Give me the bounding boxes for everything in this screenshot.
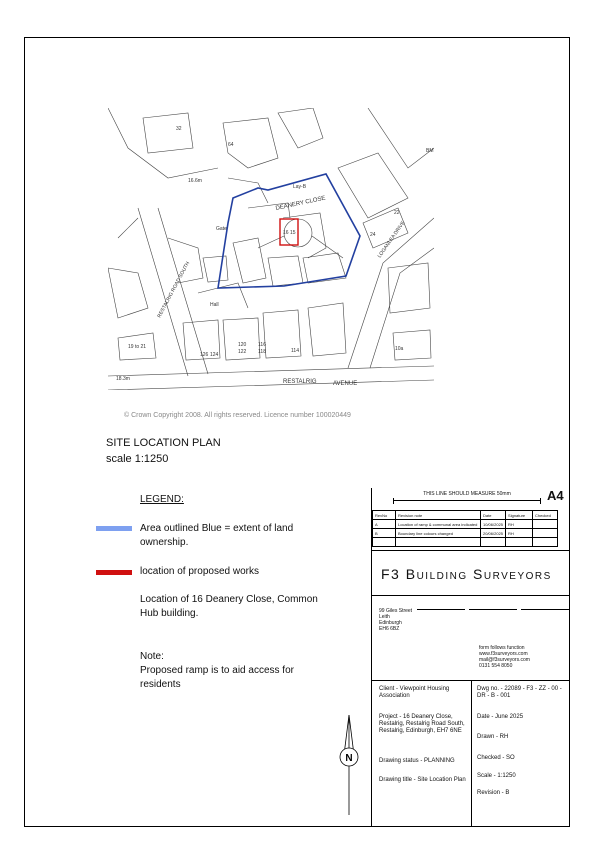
divider (417, 609, 465, 610)
map-label: 19 to 21 (128, 344, 147, 350)
north-arrow-icon (332, 715, 366, 815)
rev-cell: RH (506, 529, 533, 538)
map-label: 24 (370, 232, 376, 238)
rev-header: Date (481, 511, 506, 520)
note-text: Proposed ramp is to aid access for residents (140, 665, 294, 690)
legend-blue-text: Area outlined Blue = extent of land ownership. (140, 523, 294, 548)
rev-cell: Location of ramp & communal area indicated (396, 520, 481, 529)
rev-header: Signature (506, 511, 533, 520)
map-label: LOGANLEA DRIVE (376, 220, 407, 260)
legend-heading: LEGEND: (140, 494, 184, 505)
map-label: RESTALRIG ROAD SOUTH (156, 260, 192, 319)
svg-text:N: N (345, 753, 353, 764)
map-label: 32 (176, 126, 182, 132)
map-label: 16 (283, 230, 289, 236)
revision-table (372, 510, 558, 547)
company-contact: form follows function www.f3surveyors.com mail@f3surveyors.com 0131 554 8050 (479, 645, 530, 669)
map-label: Lay-B (293, 184, 307, 190)
checked-field: Checked - SO (477, 755, 515, 761)
rev-header: Checked (533, 511, 558, 520)
client-field: Client - Viewpoint Housing Association (379, 686, 450, 699)
measure-note: THIS LINE SHOULD MEASURE 50mm (423, 491, 511, 497)
map-label: Gate (216, 226, 227, 232)
map-label: 16.6m (188, 178, 202, 184)
revision-field: Revision - B (477, 790, 510, 796)
rev-cell: 20/06/2025 (481, 529, 506, 538)
divider (371, 488, 372, 827)
map-label: DEANERY CLOSE (275, 195, 327, 212)
map-label: Hall (210, 302, 219, 308)
map-label: 126 (200, 352, 209, 358)
map-label: 120 (238, 342, 247, 348)
map-label: 10a (395, 346, 404, 352)
site-plan-title: SITE LOCATION PLAN (106, 437, 221, 449)
divider (469, 609, 517, 610)
map-label: AVENUE (333, 381, 358, 387)
map-label: 18.3m (116, 376, 130, 382)
map-label: 122 (238, 349, 247, 355)
map-label: 22 (394, 210, 400, 216)
note-label: Note: (140, 651, 164, 662)
rev-cell (533, 529, 558, 538)
site-map (108, 108, 434, 390)
map-label: 114 (291, 348, 299, 354)
company-name: F3 Building Surveyors (381, 566, 552, 582)
divider (371, 595, 570, 596)
title-block (371, 488, 570, 827)
rev-cell (533, 520, 558, 529)
map-label: 124 (210, 352, 219, 358)
rev-header: Revision note (396, 511, 481, 520)
map-label: 118 (258, 349, 266, 355)
map-copyright: © Crown Copyright 2008. All rights reserved. Licence number 100020449 (124, 412, 351, 419)
drawing-title-field: Drawing title - Site Location Plan (379, 777, 466, 783)
rev-cell: RH (506, 520, 533, 529)
scale-field: Scale - 1:1250 (477, 773, 516, 779)
map-label: 15 (290, 230, 296, 236)
drawn-field: Drawn - RH (477, 734, 509, 740)
drawing-status-field: Drawing status - PLANNING (379, 758, 455, 764)
legend-location-text: Location of 16 Deanery Close, Common Hub building. (140, 594, 318, 619)
drawing-number-field: Dwg no. - 22089 - F3 - ZZ - 00 - DR - B - 001 (477, 686, 562, 699)
rev-cell: Boundary line colours changed (396, 529, 481, 538)
rev-header: RevNo (373, 511, 396, 520)
map-label: 64 (228, 142, 234, 148)
map-label: BM (426, 148, 434, 154)
legend-swatch-blue (96, 526, 132, 531)
divider (521, 609, 570, 610)
rev-cell: 10/06/2025 (481, 520, 506, 529)
divider (471, 680, 472, 827)
rev-cell: A (373, 520, 396, 529)
site-plan-scale: scale 1:1250 (106, 453, 169, 465)
map-label: 116 (258, 342, 266, 348)
project-field: Project - 16 Deanery Close, Restalrig, Restalrig Road South, Restalrig, Edinburgh, EH7 6NE (379, 714, 465, 734)
legend-red-text: location of proposed works (140, 566, 259, 577)
divider (371, 550, 570, 551)
company-address: 99 Giles Street Leith Edinburgh EH6 6BZ (379, 608, 413, 632)
map-label: RESTALRIG (283, 379, 317, 385)
rev-cell: B (373, 529, 396, 538)
date-field: Date - June 2025 (477, 714, 524, 720)
legend-swatch-red (96, 570, 132, 575)
scale-check-line (393, 500, 541, 501)
ownership-boundary (218, 174, 360, 288)
paper-size: A4 (547, 488, 564, 503)
